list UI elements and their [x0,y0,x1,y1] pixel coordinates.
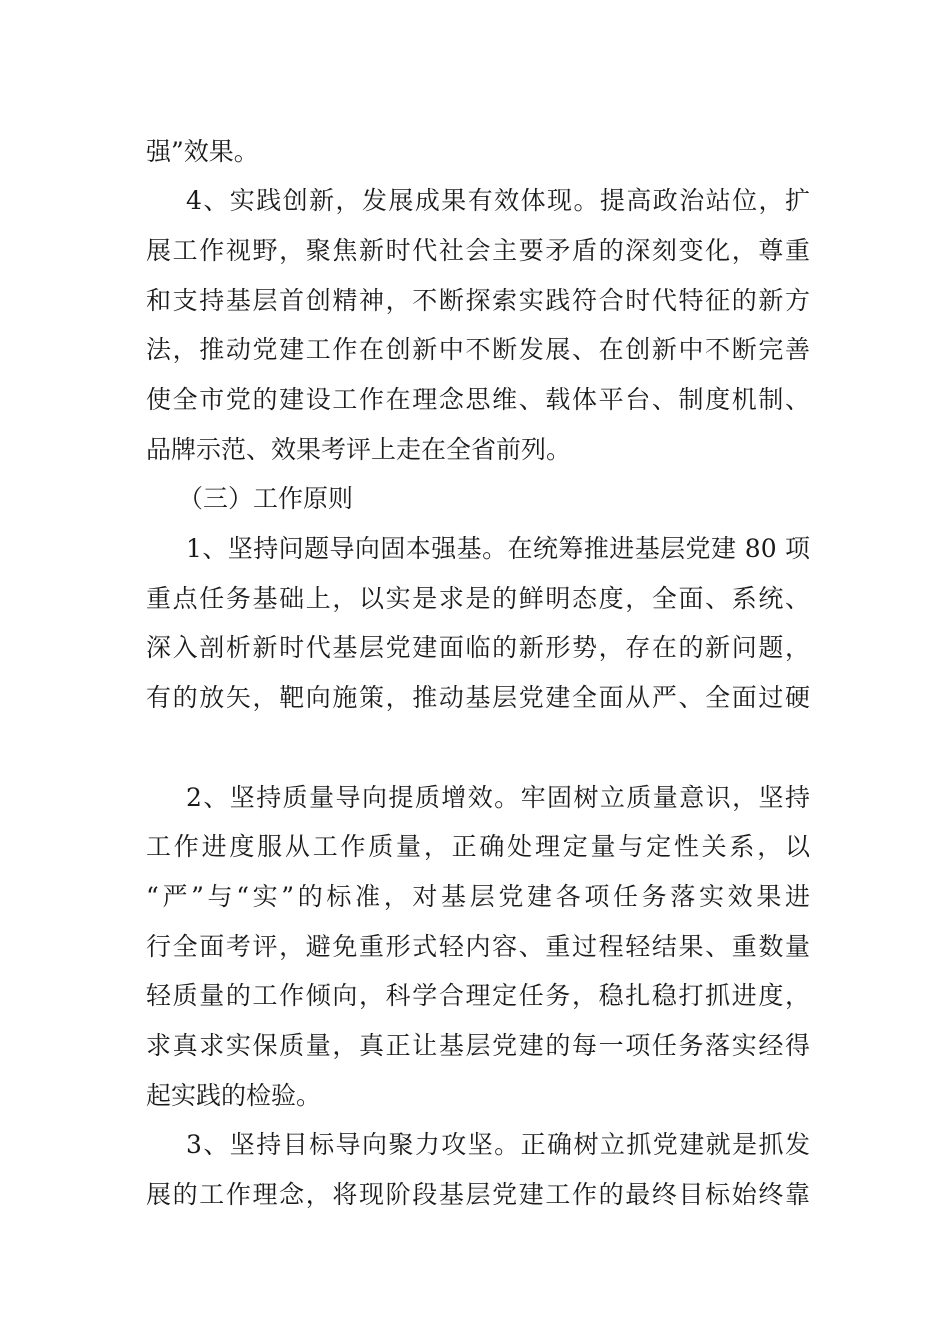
text-line: 求真求实保质量，真正让基层党建的每一项任务落实经得 [146,1031,810,1060]
text-line: “严”与“实”的标准，对基层党建各项任务落实效果进 [146,882,810,911]
paragraph-4-start: 4、实践创新，发展成果有效体现。提高政治站位，扩 [186,186,810,215]
text-line: 使全市党的建设工作在理念思维、载体平台、制度机制、 [146,385,810,414]
text-line: 展的工作理念，将现阶段基层党建工作的最终目标始终靠 [146,1180,810,1209]
text-line: 行全面考评，避免重形式轻内容、重过程轻结果、重数量 [146,932,810,961]
paragraph-1-start: 1、坚持问题导向固本强基。在统筹推进基层党建 80 项 [186,534,810,563]
paragraph-2-start: 2、坚持质量导向提质增效。牢固树立质量意识，坚持 [186,783,810,812]
text-line: 法，推动党建工作在创新中不断发展、在创新中不断完善 [146,335,810,364]
text-line: 展工作视野，聚焦新时代社会主要矛盾的深刻变化，尊重 [146,236,810,265]
text-line: 品牌示范、效果考评上走在全省前列。 [146,435,572,464]
text-line: 和支持基层首创精神，不断探索实践符合时代特征的新方 [146,286,810,315]
text-line: 强”效果。 [146,137,259,166]
section-heading: （三）工作原则 [178,484,354,513]
text-line: 工作进度服从工作质量，正确处理定量与定性关系，以 [146,832,810,861]
text-line: 轻质量的工作倾向，科学合理定任务，稳扎稳打抓进度， [146,981,810,1010]
paragraph-3-start: 3、坚持目标导向聚力攻坚。正确树立抓党建就是抓发 [186,1130,810,1159]
text-line: 有的放矢，靶向施策，推动基层党建全面从严、全面过硬 [146,683,810,712]
text-line: 深入剖析新时代基层党建面临的新形势，存在的新问题， [146,633,810,662]
text-line: 重点任务基础上，以实是求是的鲜明态度，全面、系统、 [146,584,810,613]
text-line: 起实践的检验。 [146,1081,322,1110]
